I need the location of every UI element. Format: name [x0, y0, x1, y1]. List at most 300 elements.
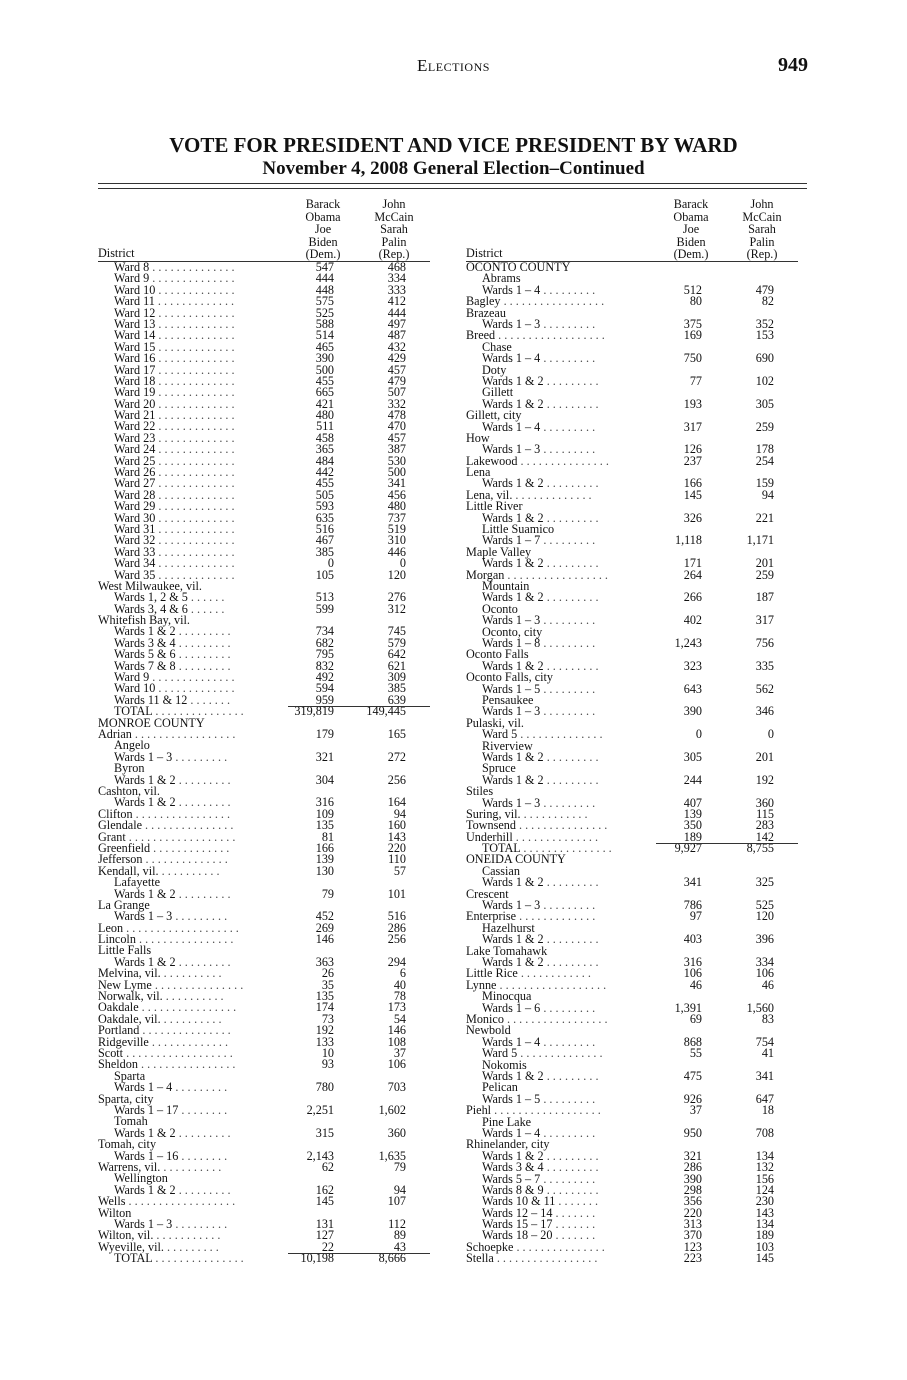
rep-votes: 500 — [387, 465, 406, 480]
municipality-name: Gillett — [482, 385, 514, 400]
dem-votes: 365 — [315, 442, 334, 457]
dot-leader: . . . . . . . . . . . . . — [155, 465, 235, 480]
running-title: Elections — [417, 56, 490, 75]
dot-leader: . . . . . . . . . . . . . — [155, 430, 235, 445]
dot-leader: . . . . . . . . . . . . . — [155, 339, 235, 354]
rep-votes: 178 — [755, 442, 774, 457]
district-label: Morgan — [466, 567, 505, 582]
dot-leader: . . . . . . . . . — [175, 795, 231, 810]
district-label: Wards 1 & 2 — [482, 590, 544, 605]
district-label: Ward 9 — [114, 271, 150, 286]
rep-votes: 335 — [755, 658, 774, 673]
municipality-name: Mountain — [482, 579, 530, 594]
rep-votes: 312 — [387, 601, 406, 616]
rep-votes: 479 — [387, 373, 406, 388]
rep-votes: 146 — [387, 1023, 406, 1038]
district-label: Wards 1 – 3 — [114, 749, 173, 764]
rep-votes: 156 — [755, 1171, 774, 1186]
dot-leader: . . . . . . . — [552, 1217, 596, 1232]
district-label: Ward 26 — [114, 465, 156, 480]
district-label: Wards 3, 4 & 6 — [114, 601, 188, 616]
district-label: Ward 24 — [114, 442, 156, 457]
district-label: Cashton, vil. — [98, 783, 160, 798]
dem-votes: 305 — [683, 749, 702, 764]
dot-leader: . . . . . . — [187, 601, 225, 616]
dem-votes: 455 — [315, 373, 334, 388]
rep-votes: 754 — [755, 1034, 774, 1049]
dem-votes: 448 — [315, 282, 334, 297]
district-label: Pulaski, vil. — [466, 715, 524, 730]
district-label: Ward 17 — [114, 362, 156, 377]
district-label: Wards 1 – 3 — [114, 1216, 173, 1231]
dem-votes: 475 — [683, 1068, 702, 1083]
rep-votes: 479 — [755, 282, 774, 297]
dem-votes: 452 — [315, 909, 334, 924]
dem-votes: 286 — [683, 1160, 702, 1175]
dem-votes: 326 — [683, 510, 702, 525]
dem-votes: 10,198 — [300, 1251, 334, 1266]
dot-leader: . . . . . . . . . — [543, 1148, 599, 1163]
dem-votes: 123 — [683, 1239, 702, 1254]
dot-leader: . . . . . . . . . . — [160, 1159, 222, 1174]
district-label: Kendall, vil. — [98, 863, 159, 878]
rep-votes: 497 — [387, 316, 406, 331]
district-label: Lena — [466, 465, 491, 480]
dem-votes: 525 — [315, 305, 334, 320]
district-label: Wards 1 & 2 — [482, 396, 544, 411]
dot-leader: . . . . . . . . . — [175, 658, 231, 673]
dot-leader: . . . . . . . . . . . . . . . . . — [500, 294, 605, 309]
district-label: Wards 1 – 5 — [482, 1091, 541, 1106]
rep-votes: 173 — [387, 1000, 406, 1015]
dem-votes: 73 — [321, 1011, 334, 1026]
municipality-name: Pensaukee — [482, 692, 534, 707]
district-label: Oakdale, vil. — [98, 1011, 161, 1026]
district-label: Wards 12 – 14 — [482, 1205, 553, 1220]
dot-leader: . . . . . . . . . — [175, 954, 231, 969]
dot-leader: . . . . . . . . . . . . . — [155, 533, 235, 548]
district-label: Lakewood — [466, 453, 518, 468]
district-label: Ward 10 — [114, 681, 156, 696]
rep-votes: 1,171 — [746, 533, 774, 548]
district-label: Little Rice — [466, 966, 518, 981]
dem-votes: 244 — [683, 772, 702, 787]
dem-votes: 599 — [315, 601, 334, 616]
dem-votes: 370 — [683, 1228, 702, 1243]
district-label: Oakdale — [98, 1000, 139, 1015]
dem-votes: 319,819 — [294, 704, 334, 719]
municipality-name: Oconto — [482, 601, 518, 616]
dem-votes: 780 — [315, 1080, 334, 1095]
dot-leader: . . . . . . . . . . . . . . . — [139, 1023, 231, 1038]
dot-leader: . . . . . . . . . . . . . — [155, 442, 235, 457]
rep-votes: 110 — [388, 852, 406, 867]
rep-votes: 621 — [387, 658, 406, 673]
dem-votes: 126 — [683, 442, 702, 457]
rep-votes: 276 — [387, 590, 406, 605]
dem-votes: 403 — [683, 932, 702, 947]
dem-votes: 130 — [315, 863, 334, 878]
district-label: Wards 1 – 4 — [482, 1125, 541, 1140]
dem-votes: 317 — [683, 419, 702, 434]
rep-votes: 187 — [755, 590, 774, 605]
dot-leader: . . . . . . . . . . . . . — [148, 1034, 228, 1049]
rep-votes: 457 — [387, 362, 406, 377]
district-label: Maple Valley — [466, 544, 532, 559]
dot-leader: . . . . . . . . . . . . . . — [517, 1046, 603, 1061]
table-row — [466, 863, 798, 890]
district-label: ONEIDA COUNTY — [466, 852, 566, 867]
municipality-name: Little Suamico — [482, 522, 555, 537]
dem-votes: 455 — [315, 476, 334, 491]
rep-votes: 256 — [387, 932, 406, 947]
municipality-name: Abrams — [482, 271, 521, 286]
municipality-name: Nokomis — [482, 1057, 527, 1072]
rep-votes: 429 — [387, 351, 406, 366]
dot-leader: . . . . . . . . . . . . . . . . . . — [125, 829, 236, 844]
dot-leader: . . . . . . . . . . . . . — [155, 521, 235, 536]
rep-votes: 94 — [393, 806, 406, 821]
dot-leader: . . . . . . . . . — [540, 1171, 596, 1186]
dem-votes: 145 — [683, 487, 702, 502]
district-label: Rhinelander, city — [466, 1137, 550, 1152]
dot-leader: . . . . . . . . . — [543, 1160, 599, 1175]
table-row — [466, 920, 798, 947]
table-row — [466, 453, 798, 468]
dem-votes: 321 — [683, 1148, 702, 1163]
table-row — [466, 991, 798, 1014]
district-label: Oconto Falls, city — [466, 670, 553, 685]
table-row — [98, 1116, 430, 1139]
dem-votes: 665 — [315, 385, 334, 400]
district-label: West Milwaukee, vil. — [98, 578, 202, 593]
rep-votes: 456 — [387, 487, 406, 502]
rep-votes: 82 — [761, 294, 774, 309]
municipality-name: Pelican — [482, 1080, 518, 1095]
dem-votes: 950 — [683, 1125, 702, 1140]
district-label: Wards 1 & 2 — [482, 955, 544, 970]
rep-votes: 103 — [755, 1239, 774, 1254]
district-label: Monico — [466, 1011, 504, 1026]
dem-votes: 37 — [689, 1103, 702, 1118]
rep-votes: 120 — [755, 909, 774, 924]
district-label: Jefferson — [98, 852, 143, 867]
rep-votes: 108 — [387, 1034, 406, 1049]
dot-leader: . . . . . . . . . . . — [520, 806, 588, 821]
rep-votes: 8,755 — [746, 841, 774, 856]
rep-votes: 310 — [387, 533, 406, 548]
left-table-body — [98, 259, 430, 1266]
dem-votes: 189 — [683, 829, 702, 844]
table-row — [466, 362, 798, 388]
district-label: Leon — [98, 920, 124, 935]
municipality-name: Minocqua — [482, 989, 532, 1004]
dot-leader: . . . . . . . . . — [175, 886, 231, 901]
rep-votes: 145 — [755, 1251, 774, 1266]
district-label: Ward 20 — [114, 396, 156, 411]
rep-votes: 412 — [387, 294, 406, 309]
dot-leader: . . . . . . — [187, 590, 225, 605]
rep-votes: 164 — [387, 795, 406, 810]
rep-votes: 259 — [755, 567, 774, 582]
dem-votes: 868 — [683, 1034, 702, 1049]
dem-votes: 467 — [315, 533, 334, 548]
dem-votes: 323 — [683, 658, 702, 673]
dot-leader: . . . . . . . . . — [175, 624, 231, 639]
table-row — [466, 1114, 798, 1140]
district-label: Wards 7 & 8 — [114, 658, 176, 673]
rep-votes: 507 — [387, 385, 406, 400]
dem-votes: 69 — [689, 1011, 702, 1026]
rep-votes: 112 — [388, 1216, 406, 1231]
total-row — [98, 1253, 430, 1264]
dem-votes: 105 — [315, 567, 334, 582]
dot-leader: . . . . . . . . . . . . . — [155, 487, 235, 502]
municipality-name: Sparta — [114, 1068, 146, 1083]
rep-votes: 579 — [387, 635, 406, 650]
dem-votes: 407 — [683, 795, 702, 810]
rep-votes: 221 — [755, 510, 774, 525]
dot-leader: . . . . . . . . . — [175, 647, 231, 662]
table-row — [98, 1059, 430, 1070]
district-label: Wards 1 & 2 — [482, 1068, 544, 1083]
dot-leader: . . . . . . . . . . . . . — [154, 294, 235, 309]
dem-votes: 1,391 — [674, 1000, 702, 1015]
dem-votes: 77 — [689, 373, 702, 388]
rep-votes: 143 — [755, 1205, 774, 1220]
dot-leader: . . . . . . . . . . — [160, 966, 222, 981]
district-label: Little River — [466, 499, 523, 514]
rep-votes: 43 — [393, 1239, 406, 1254]
district-name — [466, 1253, 597, 1264]
municipality-name: Lafayette — [114, 875, 161, 890]
district-label: Wards 1 & 2 — [482, 476, 544, 491]
district-label: Wards 1 – 3 — [482, 898, 541, 913]
rep-votes: 78 — [393, 989, 406, 1004]
rep-votes: 1,602 — [378, 1102, 406, 1117]
dem-votes: 512 — [683, 282, 702, 297]
table-row — [466, 1011, 798, 1026]
table-row — [98, 1173, 430, 1196]
district-label: Wards 1 & 2 — [482, 1148, 544, 1163]
dem-votes: 390 — [683, 1171, 702, 1186]
rep-votes: 149,445 — [366, 704, 406, 719]
dot-leader: . . . . . . . . — [178, 1102, 228, 1117]
dem-votes: 511 — [316, 419, 334, 434]
dot-leader: . . . . . . . . . . . . . . . . . . — [125, 1194, 236, 1209]
district-label: Wards 1 – 16 — [114, 1148, 179, 1163]
rep-votes: 272 — [387, 749, 406, 764]
district-label: Warrens, vil. — [98, 1159, 161, 1174]
dot-leader: . . . . . . . . . — [543, 510, 599, 525]
dem-votes: 79 — [321, 886, 334, 901]
dot-leader: . . . . . . . . . . . . . — [155, 681, 235, 696]
dem-votes: 390 — [683, 704, 702, 719]
table-row — [98, 1196, 430, 1207]
dot-leader: . . . . . . . — [552, 1228, 596, 1243]
rep-votes: 309 — [387, 670, 406, 685]
dot-leader: . . . . . . . . . . — [158, 863, 220, 878]
district-label: Wards 1 – 3 — [482, 316, 541, 331]
dem-votes: 505 — [315, 487, 334, 502]
district-label: Ward 12 — [114, 305, 156, 320]
rep-votes: 286 — [387, 920, 406, 935]
dot-leader: . . . . . . . . . . . . . . . . — [138, 1000, 237, 1015]
municipality-name: Hazelhurst — [482, 920, 535, 935]
dot-leader: . . . . . . . . . . . . . — [155, 351, 235, 366]
dot-leader: . . . . . . . . . . . . . — [150, 840, 230, 855]
dot-leader: . . . . . . . . . . . . . — [155, 510, 235, 525]
rep-votes: 165 — [387, 727, 406, 741]
district-label: Wells — [98, 1194, 126, 1209]
district-label: Wards 1 & 2 — [482, 749, 544, 764]
dem-votes: 97 — [689, 909, 702, 924]
dot-leader: . . . . . . . . . — [543, 932, 599, 947]
district-label: Ward 10 — [114, 282, 156, 297]
district-label: How — [466, 430, 490, 445]
district-label: Ward 11 — [114, 294, 155, 309]
rep-votes: 332 — [387, 396, 406, 411]
table-row — [98, 1102, 430, 1117]
dem-votes: 421 — [315, 396, 334, 411]
rep-votes: 142 — [755, 829, 774, 844]
running-head — [0, 56, 907, 80]
district-label: Wards 1, 2 & 5 — [114, 590, 188, 605]
district-label: TOTAL — [114, 704, 153, 719]
column-header — [98, 196, 430, 262]
dem-votes: 269 — [315, 920, 334, 935]
dem-votes: 166 — [315, 840, 334, 855]
rep-votes: 457 — [387, 430, 406, 445]
dot-leader: . . . . . . . . . . . . . . . — [142, 818, 234, 833]
rep-votes: 8,666 — [378, 1251, 406, 1266]
rep-votes: 360 — [755, 795, 774, 810]
district-label: Wards 15 – 17 — [482, 1217, 553, 1232]
dem-votes: 315 — [315, 1125, 334, 1140]
district-label: Wards 1 & 2 — [482, 510, 544, 525]
district-label: Lake Tomahawk — [466, 943, 548, 958]
rep-votes: 83 — [761, 1011, 774, 1026]
district-label: Wards 1 – 6 — [482, 1000, 541, 1015]
dem-votes: 139 — [315, 852, 334, 867]
district-label: Bagley — [466, 294, 501, 309]
rep-votes: 745 — [387, 624, 406, 639]
dem-votes: 316 — [683, 955, 702, 970]
rep-votes: 1,560 — [746, 1000, 774, 1015]
rep-votes: 41 — [761, 1046, 774, 1061]
rep-votes: 1,635 — [378, 1148, 406, 1163]
dem-votes: 80 — [689, 294, 702, 309]
title-line-1: VOTE FOR PRESIDENT AND VICE PRESIDENT BY WARD — [169, 133, 738, 157]
dem-votes: 341 — [683, 875, 702, 890]
district-label: Ward 5 — [482, 1046, 518, 1061]
dot-leader: . . . . . . . . . — [175, 772, 231, 787]
district-label: Wards 5 – 7 — [482, 1171, 541, 1186]
municipality-name: Pine Lake — [482, 1114, 532, 1129]
dot-leader: . . . . . . . . . . . . . — [155, 373, 235, 388]
rep-votes: 478 — [387, 408, 406, 423]
district-label: Suring, vil. — [466, 806, 521, 821]
dem-votes: 588 — [315, 316, 334, 331]
dot-leader: . . . . . . . . . — [543, 955, 599, 970]
dem-votes: 35 — [321, 977, 334, 992]
dem-votes: 786 — [683, 898, 702, 913]
dem-votes: 169 — [683, 328, 702, 343]
sum-rule — [656, 843, 798, 844]
rep-votes: 6 — [399, 966, 406, 981]
dem-votes: 832 — [315, 658, 334, 673]
dem-votes: 192 — [315, 1023, 334, 1038]
rep-votes: 468 — [387, 259, 406, 274]
district-label: Ward 16 — [114, 351, 156, 366]
rep-votes: 480 — [387, 499, 406, 514]
right-column — [466, 196, 798, 1265]
municipality-name: Tomah — [114, 1114, 148, 1129]
district-label: Ward 27 — [114, 476, 156, 491]
district-label: Wards 3 & 4 — [114, 635, 176, 650]
district-label: Wards 1 & 2 — [482, 772, 544, 787]
dem-votes: 926 — [683, 1091, 702, 1106]
dem-votes: 484 — [315, 453, 334, 468]
district-label: Whitefish Bay, vil. — [98, 613, 190, 628]
rep-votes: 341 — [755, 1068, 774, 1083]
district-label: Wards 1 & 2 — [482, 556, 544, 571]
municipality-name: Angelo — [114, 738, 150, 753]
dot-leader: . . . . . . . . . — [540, 636, 596, 650]
district-label: Lincoln — [98, 932, 136, 947]
sum-rule — [288, 1253, 430, 1254]
dot-leader: . . . . . . . . . . . . . — [155, 544, 235, 559]
district-label: Brazeau — [466, 305, 506, 320]
municipality-name: Chase — [482, 339, 512, 354]
dot-leader: . . . . . . . . . . — [162, 989, 224, 1004]
district-label: Wilton, vil. — [98, 1228, 154, 1243]
dem-votes: 81 — [321, 829, 334, 844]
district-label: Stiles — [466, 784, 494, 799]
dem-candidates-header: Barack Obama Joe Biden (Dem.) — [305, 197, 341, 262]
dot-leader: . . . . . . . . . . . . — [517, 966, 591, 981]
district-label: TOTAL — [114, 1251, 153, 1266]
rep-votes: 519 — [387, 521, 406, 536]
dot-leader: . . . . . . . . . . . . . — [512, 487, 592, 502]
rep-votes: 101 — [387, 886, 406, 901]
table-row — [466, 296, 798, 307]
dem-votes: 55 — [689, 1046, 702, 1061]
dot-leader: . . . . . . . . . . . . . . . . . . — [491, 1103, 601, 1118]
district-label: Wards 1 – 3 — [114, 909, 173, 924]
dot-leader: . . . . . . . . . . . . . . . — [517, 453, 609, 468]
table-row — [98, 740, 430, 763]
dem-votes: 390 — [315, 351, 334, 366]
district-header: District — [466, 246, 503, 260]
dot-leader: . . . . . . . . . . . . . . . . . — [504, 567, 608, 582]
dot-leader: . . . . . . . . . . . . . . . . — [132, 806, 231, 821]
dot-leader: . . . . . . . . . . . . . — [155, 476, 235, 491]
rep-votes: 647 — [755, 1091, 774, 1106]
rep-votes: 79 — [393, 1159, 406, 1174]
district-label: Wards 1 & 2 — [482, 658, 544, 673]
rep-votes: 120 — [387, 567, 406, 582]
district-label: Wards 1 & 2 — [114, 772, 176, 787]
dem-votes: 516 — [315, 521, 334, 536]
rep-votes: 102 — [755, 373, 774, 388]
rep-votes: 325 — [755, 875, 774, 890]
dot-leader: . . . . . . . . . — [540, 795, 596, 810]
rep-votes: 642 — [387, 647, 406, 662]
district-label: Wards 3 & 4 — [482, 1160, 544, 1175]
district-label: Adrian — [98, 727, 132, 741]
district-header: District — [98, 246, 135, 260]
